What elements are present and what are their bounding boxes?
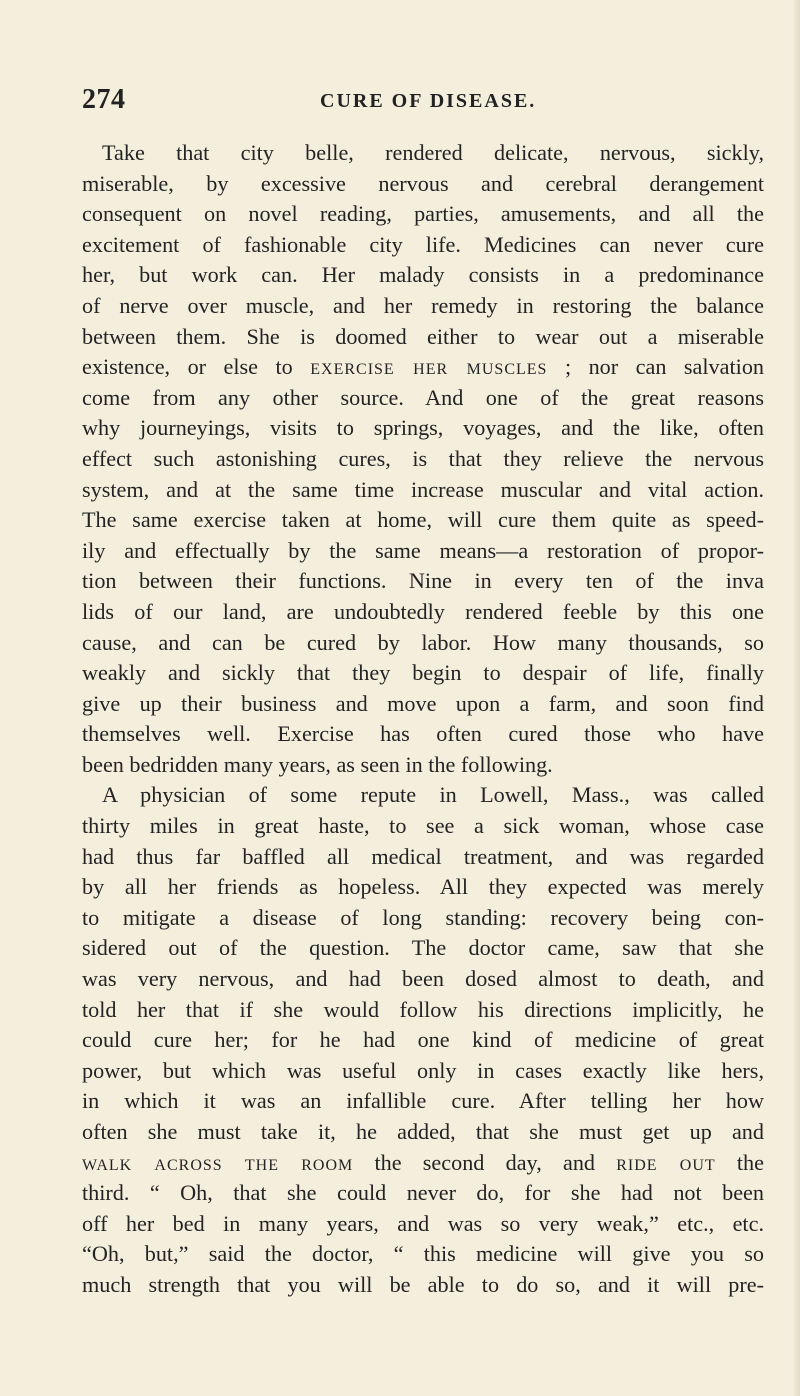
text-line: could cure her; for he had one kind of medicine of great bbox=[82, 1027, 764, 1053]
text-line: to mitigate a disease of long standing: recovery being con- bbox=[82, 904, 764, 930]
text-line: power, but which was useful only in cases exactly like hers, bbox=[82, 1057, 764, 1083]
text-segment: ; nor can salvation bbox=[564, 354, 765, 380]
text-line: excitement of fashionable city life. Medicines can never cure bbox=[82, 231, 764, 257]
running-head: CURE OF DISEASE. bbox=[320, 90, 537, 112]
text-line: lids of our land, are undoubtedly rendered feeble by this one bbox=[82, 598, 764, 624]
text-segment: the bbox=[736, 1149, 764, 1175]
text-line: much strength that you will be able to do so, and it will pre- bbox=[82, 1271, 764, 1297]
text-segment: the second day, and bbox=[374, 1149, 596, 1175]
text-line: often she must take it, he added, that she must get up and bbox=[82, 1119, 764, 1144]
text-line: “Oh, but,” said the doctor, “ this medicine will give you so bbox=[82, 1241, 764, 1267]
text-line: miserable, by excessive nervous and cerebral derangement bbox=[82, 170, 764, 196]
text-line: had thus far baffled all medical treatment, and was regarded bbox=[82, 843, 764, 869]
emphasis-small-caps: ride out bbox=[616, 1149, 716, 1175]
text-line: Take that city belle, rendered delicate, nervous, sickly, bbox=[102, 140, 764, 165]
text-line: her, but work can. Her malady consists in a predominance bbox=[82, 262, 764, 288]
text-line: A physician of some repute in Lowell, Mass., was called bbox=[102, 782, 764, 808]
text-line: sidered out of the question. The doctor came, saw that she bbox=[82, 935, 764, 961]
text-line: tion between their functions. Nine in every ten of the inva bbox=[82, 568, 764, 594]
text-line: give up their business and move upon a farm, and soon find bbox=[82, 690, 764, 716]
text-line: of nerve over muscle, and her remedy in restoring the balance bbox=[82, 292, 764, 318]
text-line: by all her friends as hopeless. All they expected was merely bbox=[82, 874, 764, 900]
text-line: told her that if she would follow his directions implicitly, he bbox=[82, 996, 764, 1022]
text-segment: existence, or else to bbox=[82, 354, 293, 380]
text-line: between them. She is doomed either to wear out a miserable bbox=[82, 323, 764, 349]
text-line: off her bed in many years, and was so very weak,” etc., etc. bbox=[82, 1210, 764, 1236]
body-text bbox=[82, 138, 764, 1301]
text-line: The same exercise taken at home, will cure them quite as speed- bbox=[82, 507, 764, 533]
text-line: in which it was an infallible cure. After telling her how bbox=[82, 1088, 764, 1114]
text-line: third. “ Oh, that she could never do, for she had not been bbox=[82, 1180, 764, 1206]
text-line: been bedridden many years, as seen in the following. bbox=[82, 751, 553, 777]
text-line: why journeyings, visits to springs, voyages, and the like, often bbox=[82, 415, 764, 441]
emphasis-small-caps: walk across the room bbox=[82, 1149, 354, 1175]
text-line: consequent on novel reading, parties, amusements, and all the bbox=[82, 201, 764, 227]
page-number: 274 bbox=[82, 84, 126, 115]
text-line: weakly and sickly that they begin to despair of life, finally bbox=[82, 660, 764, 686]
text-line: themselves well. Exercise has often cured those who have bbox=[82, 721, 764, 747]
text-line: come from any other source. And one of the great reasons bbox=[82, 384, 764, 410]
page-header bbox=[82, 80, 762, 120]
text-line bbox=[82, 1148, 764, 1179]
text-line bbox=[82, 352, 764, 383]
text-line: cause, and can be cured by labor. How many thousands, so bbox=[82, 629, 764, 655]
emphasis-small-caps: exercise her muscles bbox=[310, 354, 548, 380]
text-line: thirty miles in great haste, to see a sick woman, whose case bbox=[82, 813, 764, 839]
text-line: ily and effectually by the same means—a restoration of propor- bbox=[82, 537, 764, 563]
page-edge bbox=[794, 0, 800, 1396]
text-line: system, and at the same time increase muscular and vital action. bbox=[82, 476, 764, 502]
text-line: was very nervous, and had been dosed almost to death, and bbox=[82, 966, 764, 992]
text-line: effect such astonishing cures, is that they relieve the nervous bbox=[82, 445, 764, 471]
